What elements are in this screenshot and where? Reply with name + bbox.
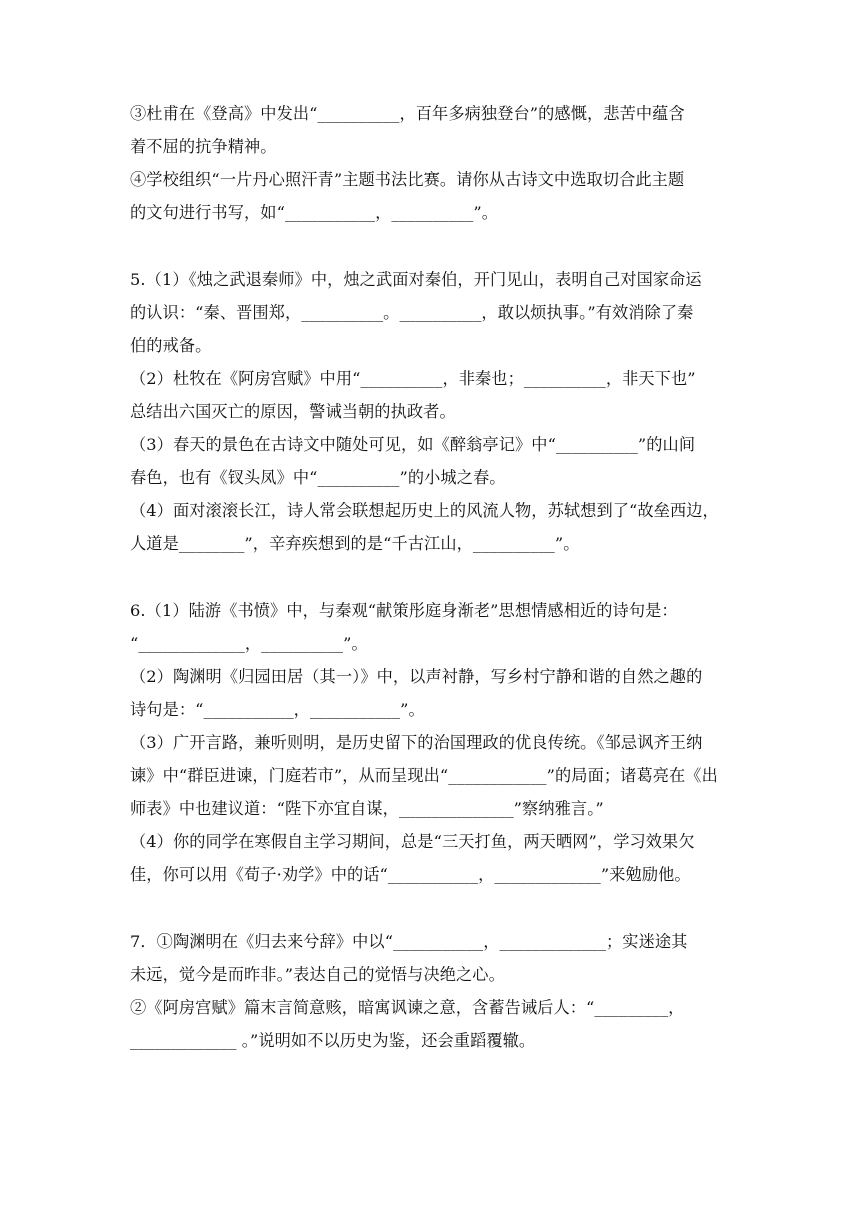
q6-part3-line1: （3）广开言路，兼听则明，是历史留下的治国理政的优良传统。《邹忌讽齐王纳 — [130, 733, 703, 752]
q5-part2-line2: 总结出六国灭亡的原因，警诫当朝的执政者。 — [130, 402, 456, 421]
q5-part1-line2: 的认识：“秦、晋围郑，__________。__________，敢以烦执事。”有效消除了秦 — [130, 303, 694, 322]
q6-part4-line1: （4）你的同学在寒假自主学习期间，总是“三天打鱼，两天晒网”，学习效果欠 — [130, 832, 695, 851]
q5-part3-line2: 春色，也有《钗头凤》中“__________”的小城之春。 — [130, 468, 506, 487]
q5-part1-line3: 伯的戒备。 — [130, 336, 212, 355]
q6-part2-line1: （2）陶渊明《归园田居（其一）》中，以声衬静，写乡村宁静和谐的自然之趣的 — [130, 667, 703, 686]
q5-part3-line1: （3）春天的景色在古诗文中随处可见，如《醉翁亭记》中“__________”的山间 — [130, 435, 696, 454]
q6-part4-line2: 佳，你可以用《荀子·劝学》中的话“___________，_____________”来勉励他。 — [130, 865, 691, 884]
q5-part4-line2: 人道是________”，辛弃疾想到的是“千古江山，__________”。 — [130, 534, 580, 553]
q6-part1-line1: 6.（1）陆游《书愤》中，与秦观“献策彤庭身渐老”思想情感相近的诗句是： — [130, 601, 678, 620]
q4-item3-line2: 着不屈的抗争精神。 — [130, 137, 277, 156]
q6-part3-line3: 师表》中也建议道：“陛下亦宜自谋，______________”察纳雅言。” — [130, 799, 604, 818]
section-gap — [130, 898, 730, 932]
q7-item2-line2: _____________ 。”说明如不以历史为鉴，还会重蹈覆辙。 — [130, 1031, 536, 1050]
q7-item2-line1: ②《阿房宫赋》篇末言简意赅，暗寓讽谏之意，含蓄告诫后人：“_________， — [130, 998, 685, 1017]
q4-item4-line1: ④学校组织“一片丹心照汗青”主题书法比赛。请你从古诗文中选取切合此主题 — [130, 170, 685, 189]
section-gap — [130, 236, 730, 270]
q5-part2-line1: （2）杜牧在《阿房宫赋》中用“__________，非秦也；__________，非天下也” — [130, 369, 696, 388]
q4-item4-line2: 的文句进行书写，如“___________，__________”。 — [130, 203, 498, 222]
document-body — [130, 104, 730, 1064]
q6-part1-line2: “_____________，__________”。 — [130, 634, 368, 653]
q7-item1-line1: 7．①陶渊明在《归去来兮辞》中以“___________，_____________；实迷途其 — [130, 932, 688, 951]
q5-part4-line1: （4）面对滚滚长江，诗人常会联想起历史上的风流人物，苏轼想到了“故垒西边， — [130, 501, 719, 520]
q6-part2-line2: 诗句是：“___________，___________”。 — [130, 700, 425, 719]
q5-part1-line1: 5.（1）《烛之武退秦师》中，烛之武面对秦伯，开门见山，表明自己对国家命运 — [130, 270, 702, 289]
section-gap — [130, 567, 730, 601]
q4-item3-line1: ③杜甫在《登高》中发出“__________，百年多病独登台”的感慨，悲苦中蕴含 — [130, 104, 685, 123]
q6-part3-line2: 谏》中“群臣进谏，门庭若市”，从而呈现出“____________”的局面；诸葛亮在《出 — [130, 766, 718, 785]
q7-item1-line2: 未远，觉今是而昨非。”表达自己的觉悟与决绝之心。 — [130, 965, 505, 984]
